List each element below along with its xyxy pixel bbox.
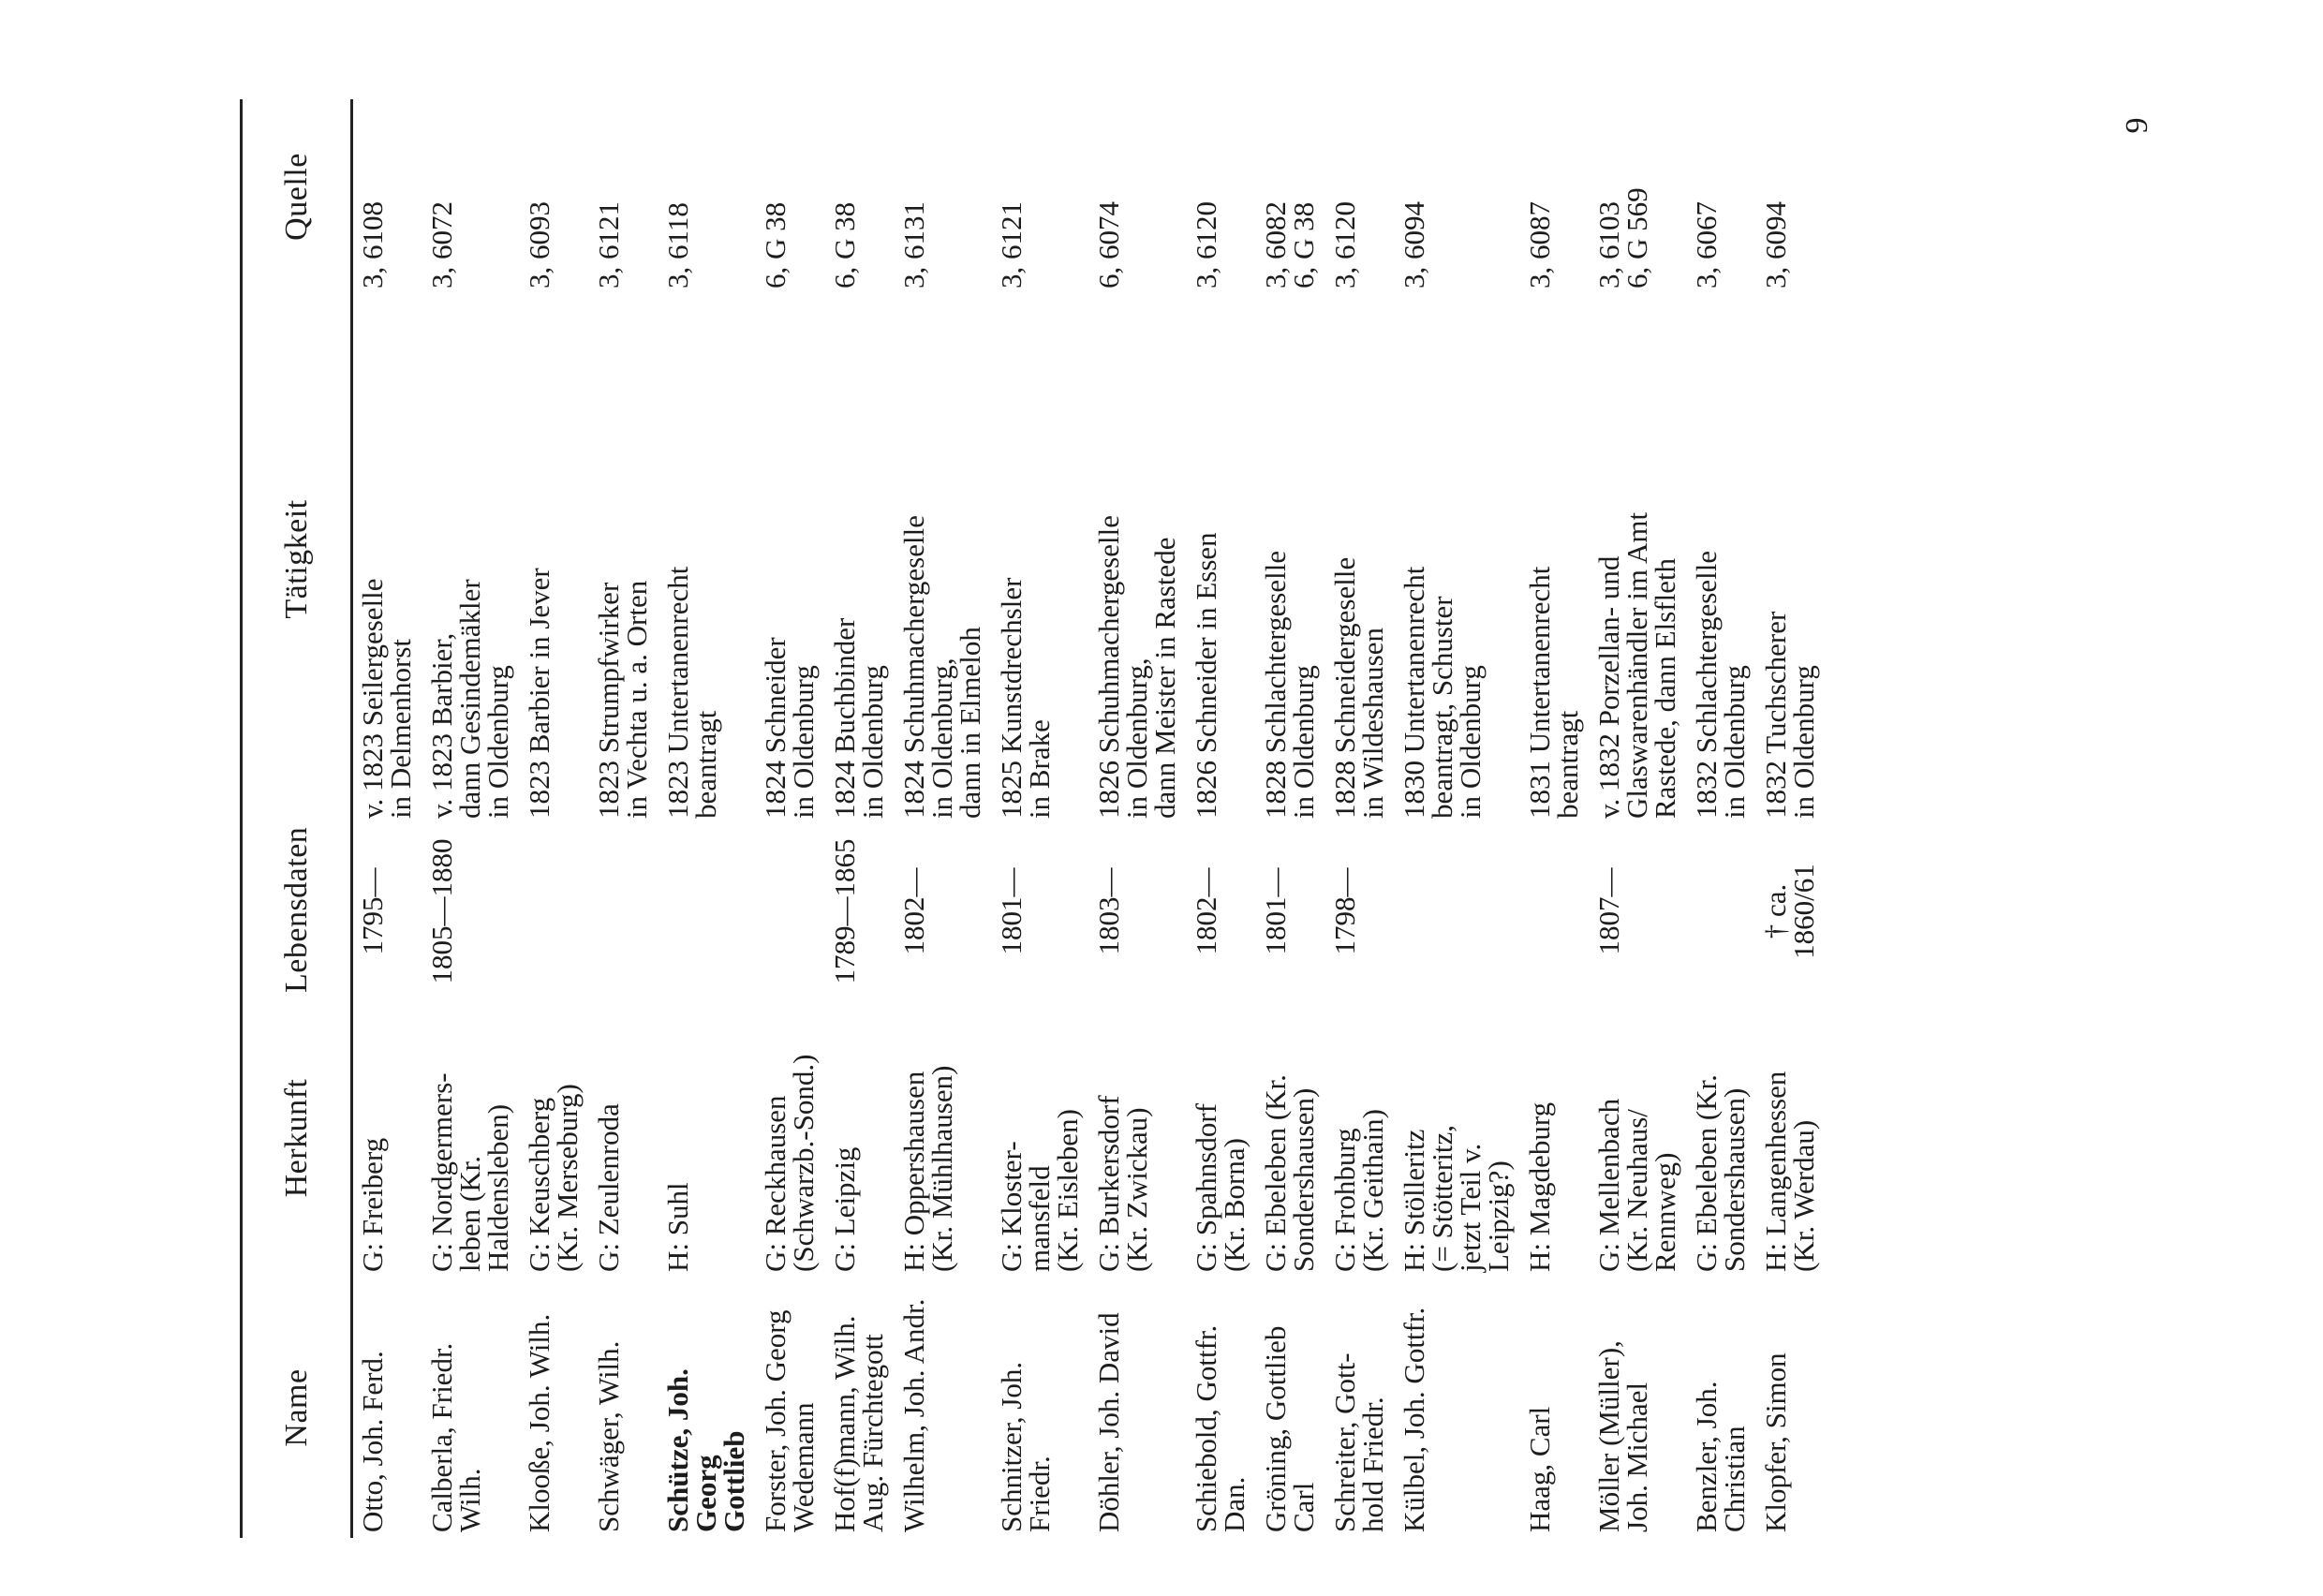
table-row — [1687, 99, 1756, 1538]
table-body — [352, 99, 1827, 1538]
table-header-row — [242, 99, 352, 1538]
cell-source: 3, 6082 6, G 38 — [1259, 201, 1320, 288]
cell-source: 3, 6094 — [1759, 201, 1792, 288]
cell-life: 1798— — [1328, 867, 1361, 955]
table-row — [520, 99, 589, 1538]
cell-activity: v. 1823 Barbier, dann Gesindemäkler in Oldenburg — [425, 579, 514, 819]
header-origin: Herkunft — [242, 998, 352, 1278]
cell-origin: G: Ebeleben (Kr. Sondershausen) — [1259, 1074, 1320, 1272]
cell-origin: G: Mellenbach (Kr. Neuhaus/ Rennweg) — [1592, 1098, 1681, 1272]
cell-origin: H: Stölleritz (= Stötteritz, jetzt Teil v. Leipzig?) — [1398, 1125, 1515, 1272]
cell-source: 3, 6118 — [661, 202, 694, 288]
cell-life: 1807— — [1592, 867, 1625, 955]
table-row — [1756, 99, 1826, 1538]
cell-activity: 1826 Schuhmachergeselle in Oldenburg, dann Meister in Rastede — [1092, 515, 1181, 819]
cell-origin: G: Ebeleben (Kr. Sondershausen) — [1690, 1074, 1751, 1272]
cell-origin: G: Keuschberg (Kr. Merseburg) — [523, 1084, 584, 1272]
cell-life: 1795— — [356, 867, 389, 955]
table-row — [992, 99, 1089, 1538]
cell-source: 3, 6093 — [523, 201, 555, 288]
cell-activity: 1823 Strumpfwirker in Vechta u. a. Orten — [592, 580, 653, 819]
cell-life: 1805—1880 — [425, 838, 458, 984]
cell-life — [1687, 824, 1756, 998]
cell-source: 3, 6094 — [1398, 201, 1430, 288]
cell-source: 3, 6120 — [1328, 201, 1361, 288]
header-name: Name — [242, 1278, 352, 1538]
table-row — [1089, 99, 1187, 1538]
cell-origin: G: Nordgermers- leben (Kr. Haldensleben) — [425, 1072, 514, 1272]
table-row — [1520, 99, 1590, 1538]
cell-name: Schütze, Joh. Georg Gottlieb — [661, 1368, 750, 1532]
cell-source: 6, G 38 — [828, 201, 861, 288]
table-row — [895, 99, 992, 1538]
cell-life: 1801— — [1259, 867, 1292, 955]
cell-name: Schwäger, Wilh. — [592, 1340, 625, 1532]
table-row — [1395, 99, 1520, 1538]
cell-origin: G: Zeulenroda — [592, 1103, 625, 1272]
cell-source: 3, 6108 — [356, 201, 389, 288]
cell-name: Otto, Joh. Ferd. — [356, 1351, 389, 1532]
cell-activity: 1824 Schneider in Oldenburg — [759, 637, 820, 819]
cell-name: Klopfer, Simon — [1759, 1352, 1792, 1532]
cell-origin: H: Suhl — [661, 1182, 694, 1272]
cell-origin: G: Leipzig — [828, 1146, 861, 1272]
cell-name: Külbel, Joh. Gottfr. — [1398, 1307, 1430, 1532]
cell-source: 3, 6072 — [425, 201, 458, 288]
table-row — [756, 99, 825, 1538]
cell-name: Benzler, Joh. Christian — [1690, 1381, 1751, 1532]
cell-origin: G: Spahnsdorf (Kr. Borna) — [1190, 1103, 1250, 1272]
cell-source: 6, 6074 — [1092, 201, 1125, 288]
cell-origin: G: Burkersdorf (Kr. Zwickau) — [1092, 1095, 1153, 1272]
cell-name: Haag, Carl — [1523, 1406, 1556, 1532]
cell-life — [756, 824, 825, 998]
cell-origin: G: Reckhausen (Schwarzb.-Sond.) — [759, 1054, 820, 1272]
cell-activity: 1828 Schneidergeselle in Wildeshausen — [1328, 556, 1389, 819]
cell-life — [1520, 824, 1590, 998]
cell-activity: v. 1832 Porzellan- und Glaswarenhändler im Amt Rastede, dann Elsfleth — [1592, 511, 1681, 819]
cell-life: 1789—1865 — [828, 838, 861, 984]
table-row — [1187, 99, 1256, 1538]
cell-name: Hof(f)mann, Wilh. Aug. Fürchtegott — [828, 1315, 889, 1532]
table-row — [352, 99, 423, 1538]
cell-name: Schnitzer, Joh. Friedr. — [995, 1361, 1056, 1532]
cell-activity: 1824 Schuhmachergeselle in Oldenburg, dann in Elmeloh — [897, 515, 986, 819]
cell-activity: 1832 Schlachtergeselle in Oldenburg — [1690, 550, 1751, 819]
cell-source: 3, 6103 6, G 569 — [1592, 187, 1653, 288]
header-life: Lebensdaten — [242, 824, 352, 998]
cell-activity: 1828 Schlachtergeselle in Oldenburg — [1259, 550, 1320, 819]
cell-origin: H: Oppershausen (Kr. Mühlhausen) — [897, 1065, 958, 1272]
table-row — [422, 99, 520, 1538]
cell-name: Schiebold, Gottfr. Dan. — [1190, 1324, 1250, 1532]
cell-life: † ca. 1860/61 — [1759, 864, 1820, 959]
cell-name: Wilhelm, Joh. Andr. — [897, 1298, 930, 1532]
cell-origin: G: Freiberg — [356, 1137, 389, 1272]
cell-origin: H: Magdeburg — [1523, 1101, 1556, 1272]
cell-activity: 1824 Buchbinder in Oldenburg — [828, 617, 889, 819]
cell-life — [520, 824, 589, 998]
header-source: Quelle — [242, 99, 352, 294]
table-row — [1325, 99, 1395, 1538]
cell-name: Gröning, Gottlieb Carl — [1259, 1325, 1320, 1532]
table-row — [825, 99, 895, 1538]
cell-source: 3, 6087 — [1523, 201, 1556, 288]
table-row — [589, 99, 658, 1538]
page-number: 9 — [2120, 117, 2154, 134]
cell-activity: 1832 Tuchscherer in Oldenburg — [1759, 611, 1820, 819]
rotated-table-container — [240, 99, 2020, 1538]
cell-origin: G: Frohburg (Kr. Geithain) — [1328, 1109, 1389, 1272]
cell-life: 1801— — [995, 867, 1028, 955]
cell-life — [589, 824, 658, 998]
table-row — [1256, 99, 1325, 1538]
cell-life: 1802— — [1190, 867, 1222, 955]
cell-activity: v. 1823 Seilergeselle in Delmenhorst — [356, 578, 417, 819]
cell-source: 3, 6131 — [897, 201, 930, 288]
cell-life — [658, 824, 756, 998]
cell-name: Möller (Müller), Joh. Michael — [1592, 1340, 1653, 1532]
cell-name: Klooße, Joh. Wilh. — [523, 1313, 555, 1532]
cell-life — [1395, 824, 1520, 998]
table-row — [1590, 99, 1687, 1538]
cell-origin: H: Langenhessen (Kr. Werdau) — [1759, 1071, 1820, 1272]
table-row — [658, 99, 756, 1538]
cell-activity: 1823 Barbier in Jever — [523, 568, 555, 819]
cell-source: 3, 6067 — [1690, 201, 1723, 288]
cell-name: Calberla, Friedr. Wilh. — [425, 1342, 486, 1532]
cell-source: 3, 6120 — [1190, 201, 1222, 288]
cell-name: Forster, Joh. Georg Wedemann — [759, 1309, 820, 1532]
cell-activity: 1826 Schneider in Essen — [1190, 532, 1222, 819]
cell-origin: G: Kloster- mansfeld (Kr. Eisleben) — [995, 1109, 1084, 1272]
cell-activity: 1825 Kunstdrechsler in Brake — [995, 577, 1056, 819]
cell-name: Döhler, Joh. David — [1092, 1312, 1125, 1532]
person-table — [240, 99, 1826, 1538]
cell-activity: 1831 Untertanenrecht beantragt — [1523, 566, 1584, 819]
cell-source: 6, G 38 — [759, 201, 792, 288]
cell-life: 1803— — [1092, 867, 1125, 955]
cell-source: 3, 6121 — [995, 201, 1028, 288]
header-activity: Tätigkeit — [242, 294, 352, 824]
cell-source: 3, 6121 — [592, 201, 625, 288]
cell-life: 1802— — [897, 867, 930, 955]
cell-name: Schreiter, Gott- hold Friedr. — [1328, 1352, 1389, 1532]
cell-activity: 1823 Untertanenrecht beantragt — [661, 566, 722, 819]
cell-activity: 1830 Untertanenrecht beantragt, Schuster in Oldenburg — [1398, 566, 1487, 819]
